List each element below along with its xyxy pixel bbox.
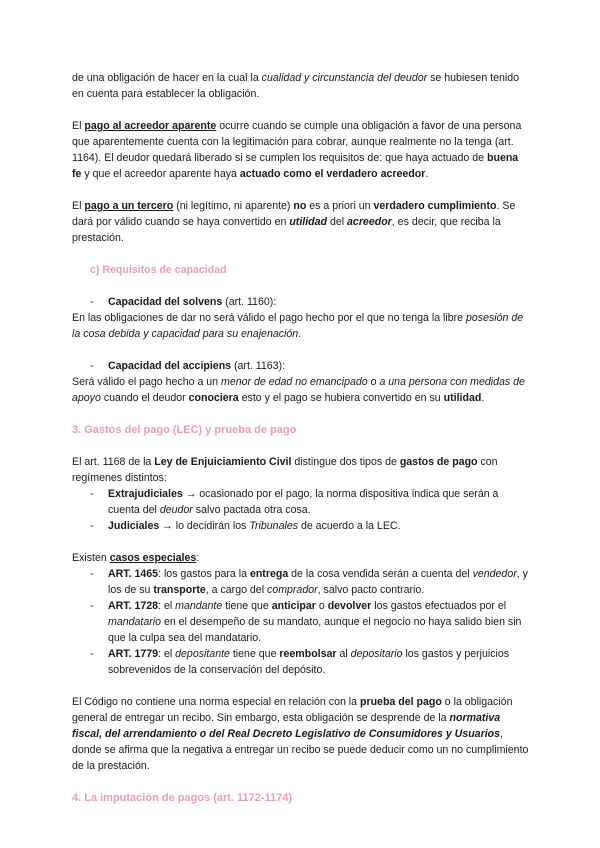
italic-text: menor de edad no emancipado o a una persona con medidas de apoyo <box>72 376 525 404</box>
dash-bullet: - <box>90 648 94 660</box>
bold-text: entrega <box>249 568 289 580</box>
text: → ocasionado por el pago, la norma dispositiva indica que serán a cuenta del <box>108 488 499 516</box>
list-item-art-1465 <box>72 566 530 598</box>
text: salvo pactada otra cosa. <box>192 504 311 516</box>
bold-italic-text: normativa fiscal, del arrendamiento o del Real Decreto Legislativo de Consumidores y Usuarios <box>72 712 501 740</box>
text: Existen <box>72 552 110 564</box>
section-heading-gastos: 3. Gastos del pago (LEC) y prueba de pago <box>72 424 297 436</box>
list-item-extrajudiciales <box>72 486 530 518</box>
text: : <box>196 552 200 564</box>
text: (art. 1163): <box>231 360 286 372</box>
italic-text: depositario <box>350 648 403 660</box>
bold-text: anticipar <box>271 600 316 612</box>
bold-italic-text: utilidad <box>289 216 327 228</box>
text: es a priori un <box>306 200 374 212</box>
text: : los gastos para la <box>158 568 250 580</box>
italic-text: comprador <box>267 584 318 596</box>
text: esto y el pago se hubiera convertido en su <box>238 392 444 404</box>
italic-text: Tribunales <box>249 520 299 532</box>
text: de acuerdo a la LEC. <box>298 520 401 532</box>
dash-bullet: - <box>90 568 94 580</box>
dash-bullet: - <box>90 600 94 612</box>
dash-bullet: - <box>90 360 94 372</box>
text: → lo decidirán los <box>159 520 250 532</box>
bold-text: reembolsar <box>279 648 337 660</box>
italic-text: mandante <box>175 600 223 612</box>
text: de la cosa vendida serán a cuenta del <box>288 568 473 580</box>
text: tiene que <box>222 600 272 612</box>
dash-bullet: - <box>90 488 94 500</box>
italic-text: posesión de la cosa debida y capacidad para su enajenación <box>72 312 524 340</box>
text: (art. 1160): <box>222 296 277 308</box>
text: se hubiesen tenido en cuenta para establecer la obligación. <box>72 72 520 100</box>
list-item-solvens <box>72 294 530 310</box>
bold-text: utilidad <box>443 392 482 404</box>
text: del <box>327 216 348 228</box>
text: , es decir, que reciba la prestación. <box>72 216 501 244</box>
text: . <box>425 168 429 180</box>
paragraph-deudor-cualidad <box>72 70 530 102</box>
text: . <box>298 328 302 340</box>
bold-text: ART. 1465 <box>108 568 159 580</box>
text: : el <box>158 648 176 660</box>
text: El art. 1168 de la <box>72 456 155 468</box>
bold-text: no <box>293 200 307 212</box>
document-page <box>72 70 530 806</box>
paragraph-pago-tercero <box>72 198 530 246</box>
paragraph-solvens <box>72 310 530 342</box>
text: , a cargo del <box>205 584 267 596</box>
bold-italic-text: acreedor <box>347 216 392 228</box>
text: con regímenes distintos: <box>72 456 498 484</box>
bold-text: gastos de pago <box>399 456 478 468</box>
text: : el <box>158 600 176 612</box>
bold-text: Ley de Enjuiciamiento Civil <box>154 456 292 468</box>
list-item-judiciales <box>72 518 530 534</box>
list-item-accipiens <box>72 358 530 374</box>
text: en el desempeño de su mandato, aunque el negocio no haya salido bien sin que la culpa sea del mandatario. <box>108 616 522 644</box>
text: , salvo pacto contrario. <box>317 584 425 596</box>
text: El <box>72 200 85 212</box>
bold-text: actuado como el verdadero acreedor <box>239 168 426 180</box>
text: El Código no contiene una norma especial en relación con la <box>72 696 360 708</box>
text: (ni legítimo, ni aparente) <box>173 200 294 212</box>
text: distingue dos tipos de <box>291 456 400 468</box>
bold-text: prueba del pago <box>359 696 442 708</box>
text: cuando el deudor <box>100 392 189 404</box>
bold-text: Capacidad del solvens <box>108 296 223 308</box>
paragraph-gastos-pago <box>72 454 530 486</box>
paragraph-acreedor-aparente <box>72 118 530 182</box>
italic-text: cualidad y circunstancia del deudor <box>261 72 428 84</box>
text: o la obligación general de entregar un recibo. Sin embargo, esta obligación se desprende de la <box>72 696 513 724</box>
text: , y los de su <box>108 568 528 596</box>
text: . <box>481 392 485 404</box>
text: En las obligaciones de dar no será válido el pago hecho por el que no tenga la libre <box>72 312 467 324</box>
bold-text: devolver <box>327 600 372 612</box>
bold-text: Capacidad del accipiens <box>108 360 232 372</box>
italic-text: deudor <box>159 504 193 516</box>
text: ocurre cuando se cumple una obligación a favor de una persona que aparentemente cuenta con la legitimación para cobrar, aunque realmente no la tenga (art. 1164). El deudor quedará liberado si se cumplen los requisitos de: que haya actuado de <box>72 120 522 164</box>
term-pago-acreedor-aparente: pago al acreedor aparente <box>84 120 217 132</box>
italic-text: mandatario <box>108 616 161 628</box>
text: los gastos efectuados por el <box>371 600 507 612</box>
text: de una obligación de hacer en la cual la <box>72 72 262 84</box>
text: . Se dará por válido cuando se haya convertido en <box>72 200 516 228</box>
dash-bullet: - <box>90 296 94 308</box>
dash-bullet: - <box>90 520 94 532</box>
italic-text: depositante <box>175 648 230 660</box>
list-item-art-1728 <box>72 598 530 646</box>
bold-text: ART. 1779 <box>108 648 159 660</box>
bold-text: Extrajudiciales <box>108 488 183 500</box>
bold-text: ART. 1728 <box>108 600 159 612</box>
bold-text: verdadero cumplimiento <box>373 200 497 212</box>
italic-text: vendedor <box>472 568 517 580</box>
text: Será válido el pago hecho a un <box>72 376 222 388</box>
section-heading-imputacion: 4. La imputación de pagos (art. 1172-1174) <box>72 792 293 804</box>
text: , donde se afirma que la negativa a entregar un recibo se puede deducir como un no cumplimiento de la prestación. <box>72 728 529 772</box>
bold-text: Judiciales <box>108 520 160 532</box>
paragraph-casos-especiales <box>72 550 530 566</box>
text: o <box>315 600 328 612</box>
text: y que el acreedor aparente haya <box>81 168 240 180</box>
term-casos-especiales: casos especiales <box>109 552 197 564</box>
text: El <box>72 120 85 132</box>
bold-text: conociera <box>188 392 239 404</box>
subheading-requisitos-capacidad: c) Requisitos de capacidad <box>90 264 227 276</box>
bold-text: transporte <box>153 584 206 596</box>
text: los gastos y perjuicios sobrevenidos de la conservación del depósito. <box>108 648 510 676</box>
paragraph-accipiens <box>72 374 530 406</box>
list-item-art-1779 <box>72 646 530 678</box>
bold-text: buena fe <box>72 152 519 180</box>
paragraph-prueba-pago <box>72 694 530 774</box>
term-pago-tercero: pago a un tercero <box>84 200 174 212</box>
text: al <box>336 648 351 660</box>
text: tiene que <box>229 648 280 660</box>
